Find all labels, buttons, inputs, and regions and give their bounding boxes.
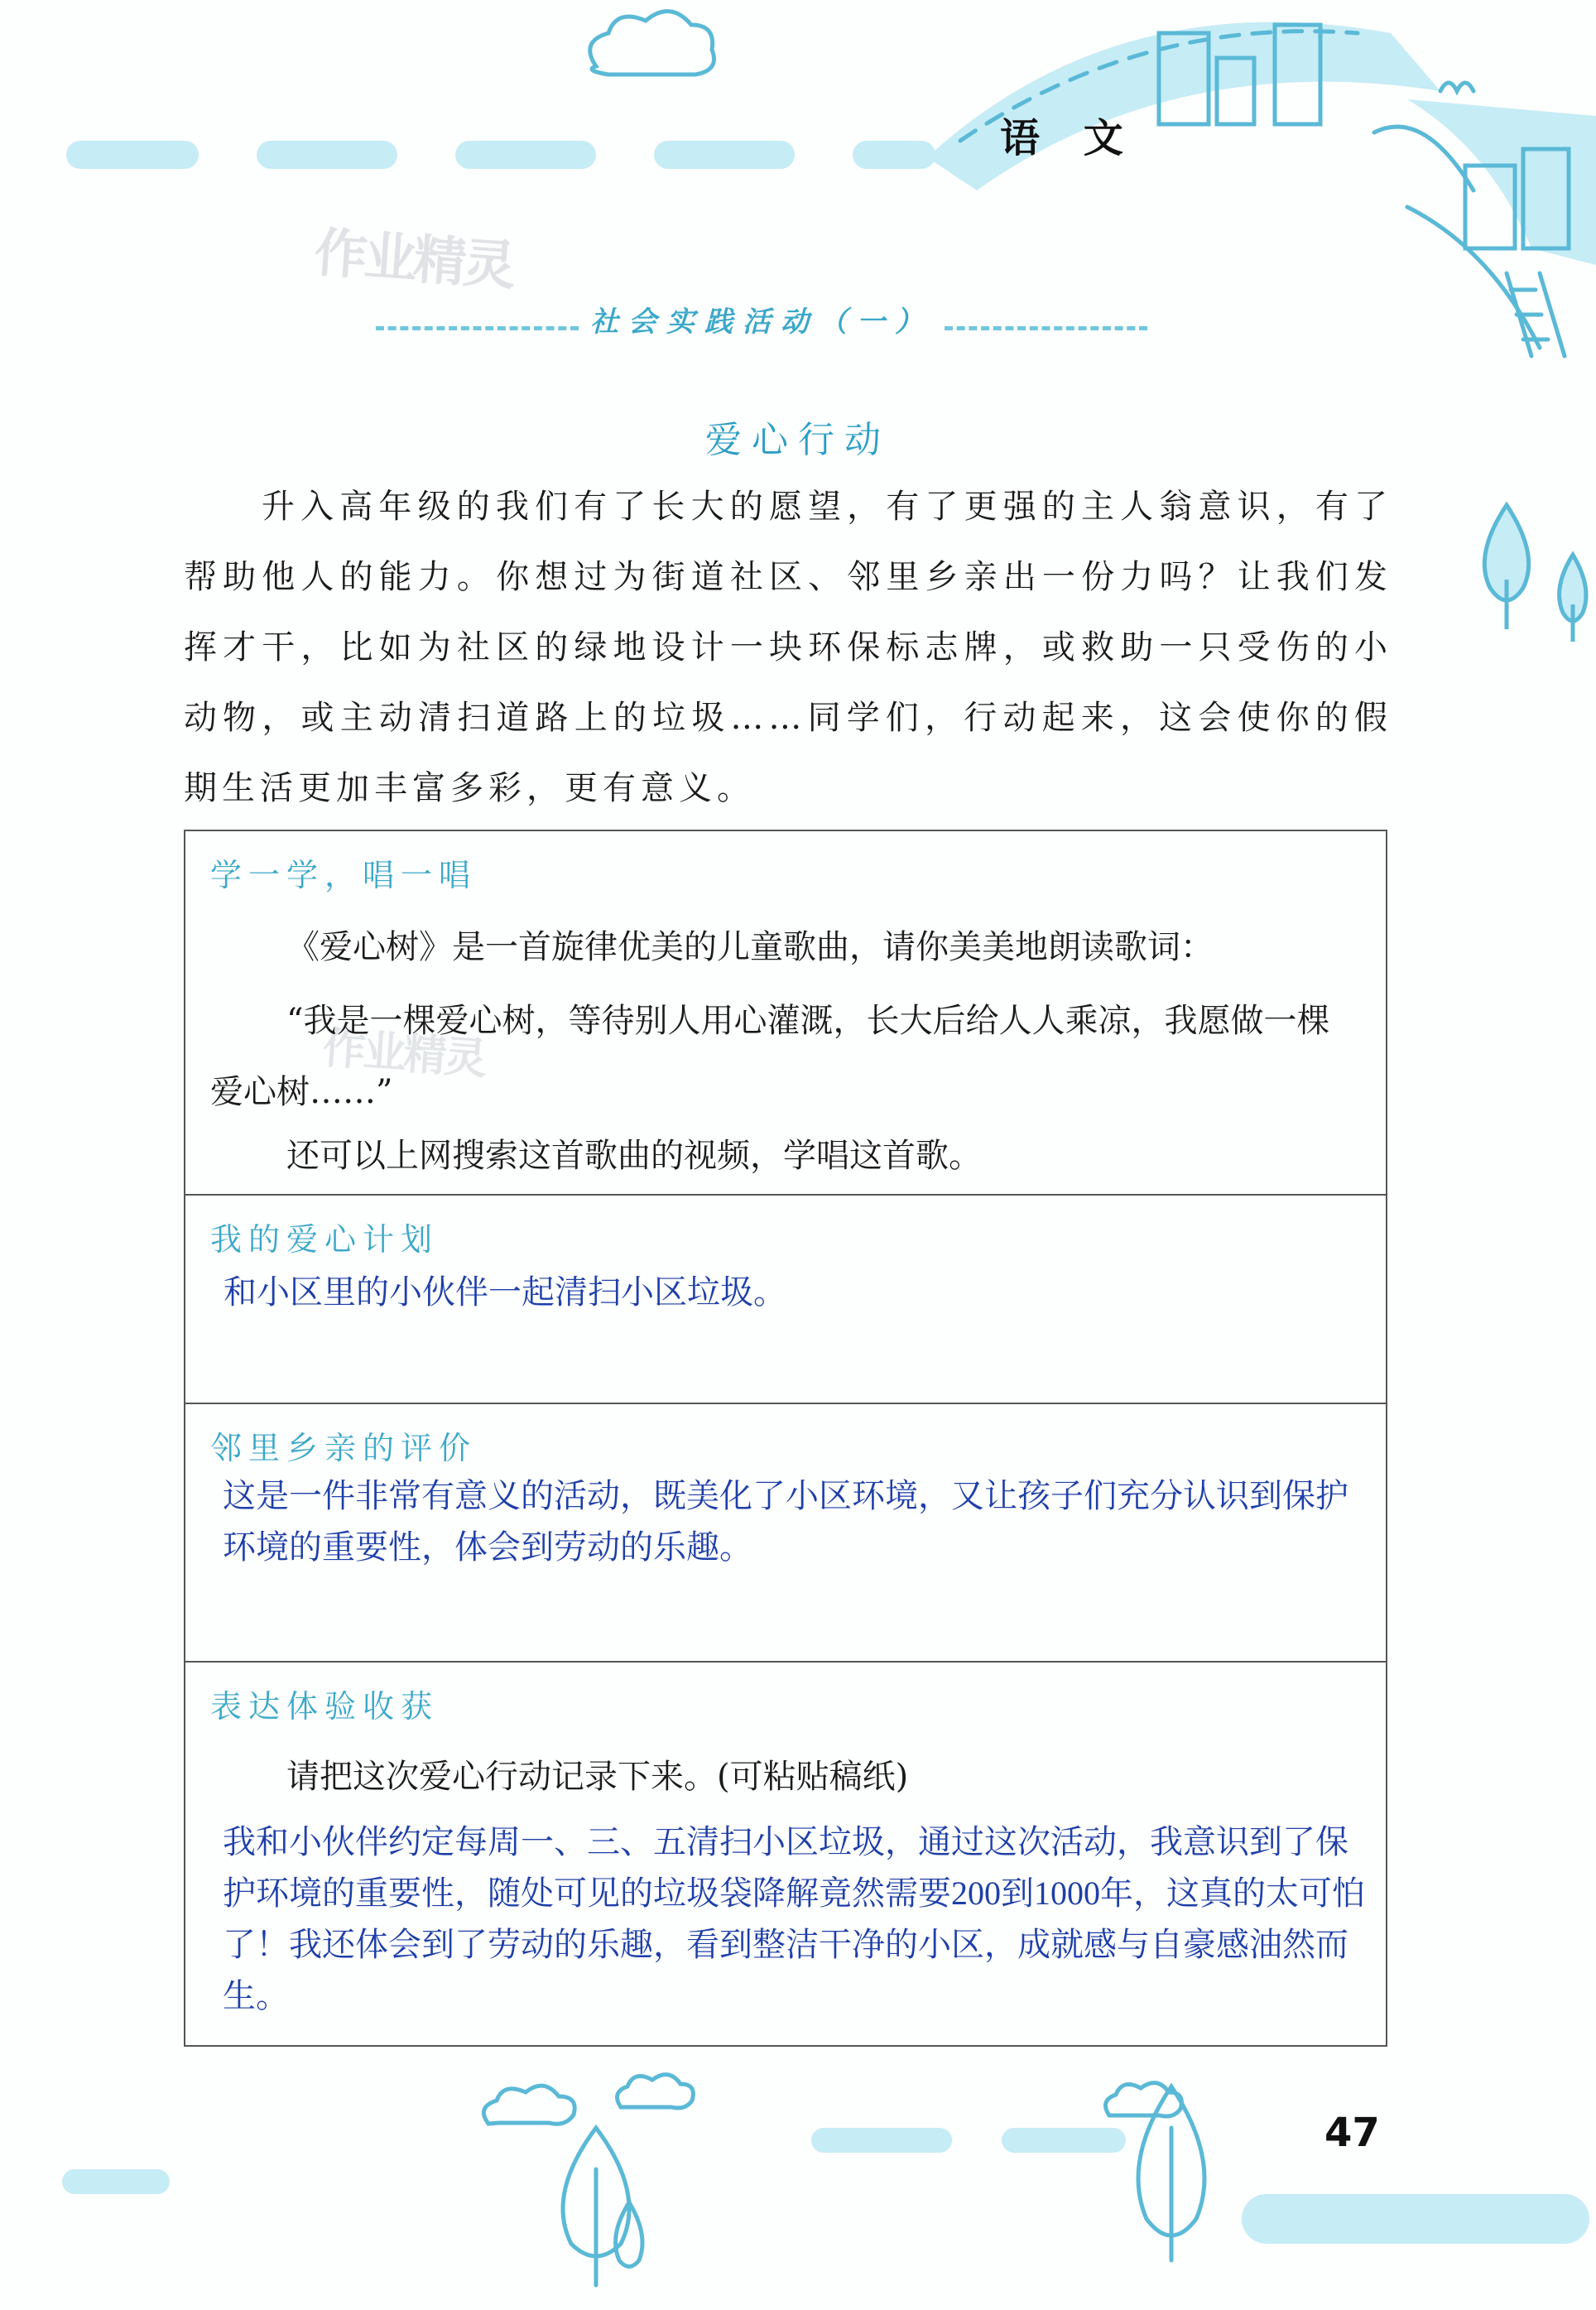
section-express [185,1663,1386,2045]
section-review [185,1404,1386,1663]
section-title: 邻里乡亲的评价 [210,1430,478,1466]
activity-header [364,294,1159,344]
review-answer: 这是一件非常有意义的活动，既美化了小区环境，又让孩子们充分认识到保护环境的重要性，体会到劳动的乐趣。 [223,1477,1348,1566]
page-title: 爱心行动 [705,419,891,461]
subject-label: 语 文 [1000,115,1138,161]
section-title: 学一学，唱一唱 [210,857,478,893]
intro-paragraph: 升入高年级的我们有了长大的愿望，有了更强的主人翁意识，有了帮助他人的能力。你想过为街道社区、邻里乡亲出一份力吗？让我们发挥才干，比如为社区的绿地设计一块环保标志牌，或救助一只受伤的小动物，或主动清扫道路上的垃圾……同学们，行动起来，这会使你的假期生活更加丰富多彩，更有意义。 [184,488,1392,807]
footer-decoration [0,2070,1596,2310]
section-title: 我的爱心计划 [210,1221,440,1258]
tree-decoration [1457,464,1596,712]
page-number: 47 [1324,2110,1380,2156]
section-learn [185,831,1386,1196]
lyrics-text: “我是一棵爱心树，等待别人用心灌溉，长大后给人人乘凉，我愿做一棵爱心树……” [210,1002,1330,1111]
plan-answer: 和小区里的小伙伴一起清扫小区垃圾。 [224,1273,786,1311]
lyrics-note: 还可以上网搜索这首歌曲的视频，学唱这首歌。 [286,1137,982,1175]
watermark: 作业精灵 [312,222,515,298]
lyrics-intro: 《爱心树》是一首旋律优美的儿童歌曲，请你美美地朗读歌词： [286,928,1214,966]
activity-title: 社会实践活动（一） [590,305,933,339]
section-title: 表达体验收获 [210,1688,440,1725]
activity-table [184,830,1387,2047]
express-prompt: 请把这次爱心行动记录下来。(可粘贴稿纸) [286,1758,909,1796]
express-answer: 我和小伙伴约定每周一、三、五清扫小区垃圾，通过这次活动，我意识到了保护环境的重要性，随处可见的垃圾袋降解竟然需要200到1000年，这真的太可怕了！我还体会到了劳动的乐趣，看到整洁干净的小区，成就感与自豪感油然而生。 [223,1823,1365,2014]
watermark: 作业精灵 [320,1023,487,1085]
header-dash-left [376,326,579,330]
header-dash-right [945,326,1147,330]
section-plan [185,1196,1386,1404]
